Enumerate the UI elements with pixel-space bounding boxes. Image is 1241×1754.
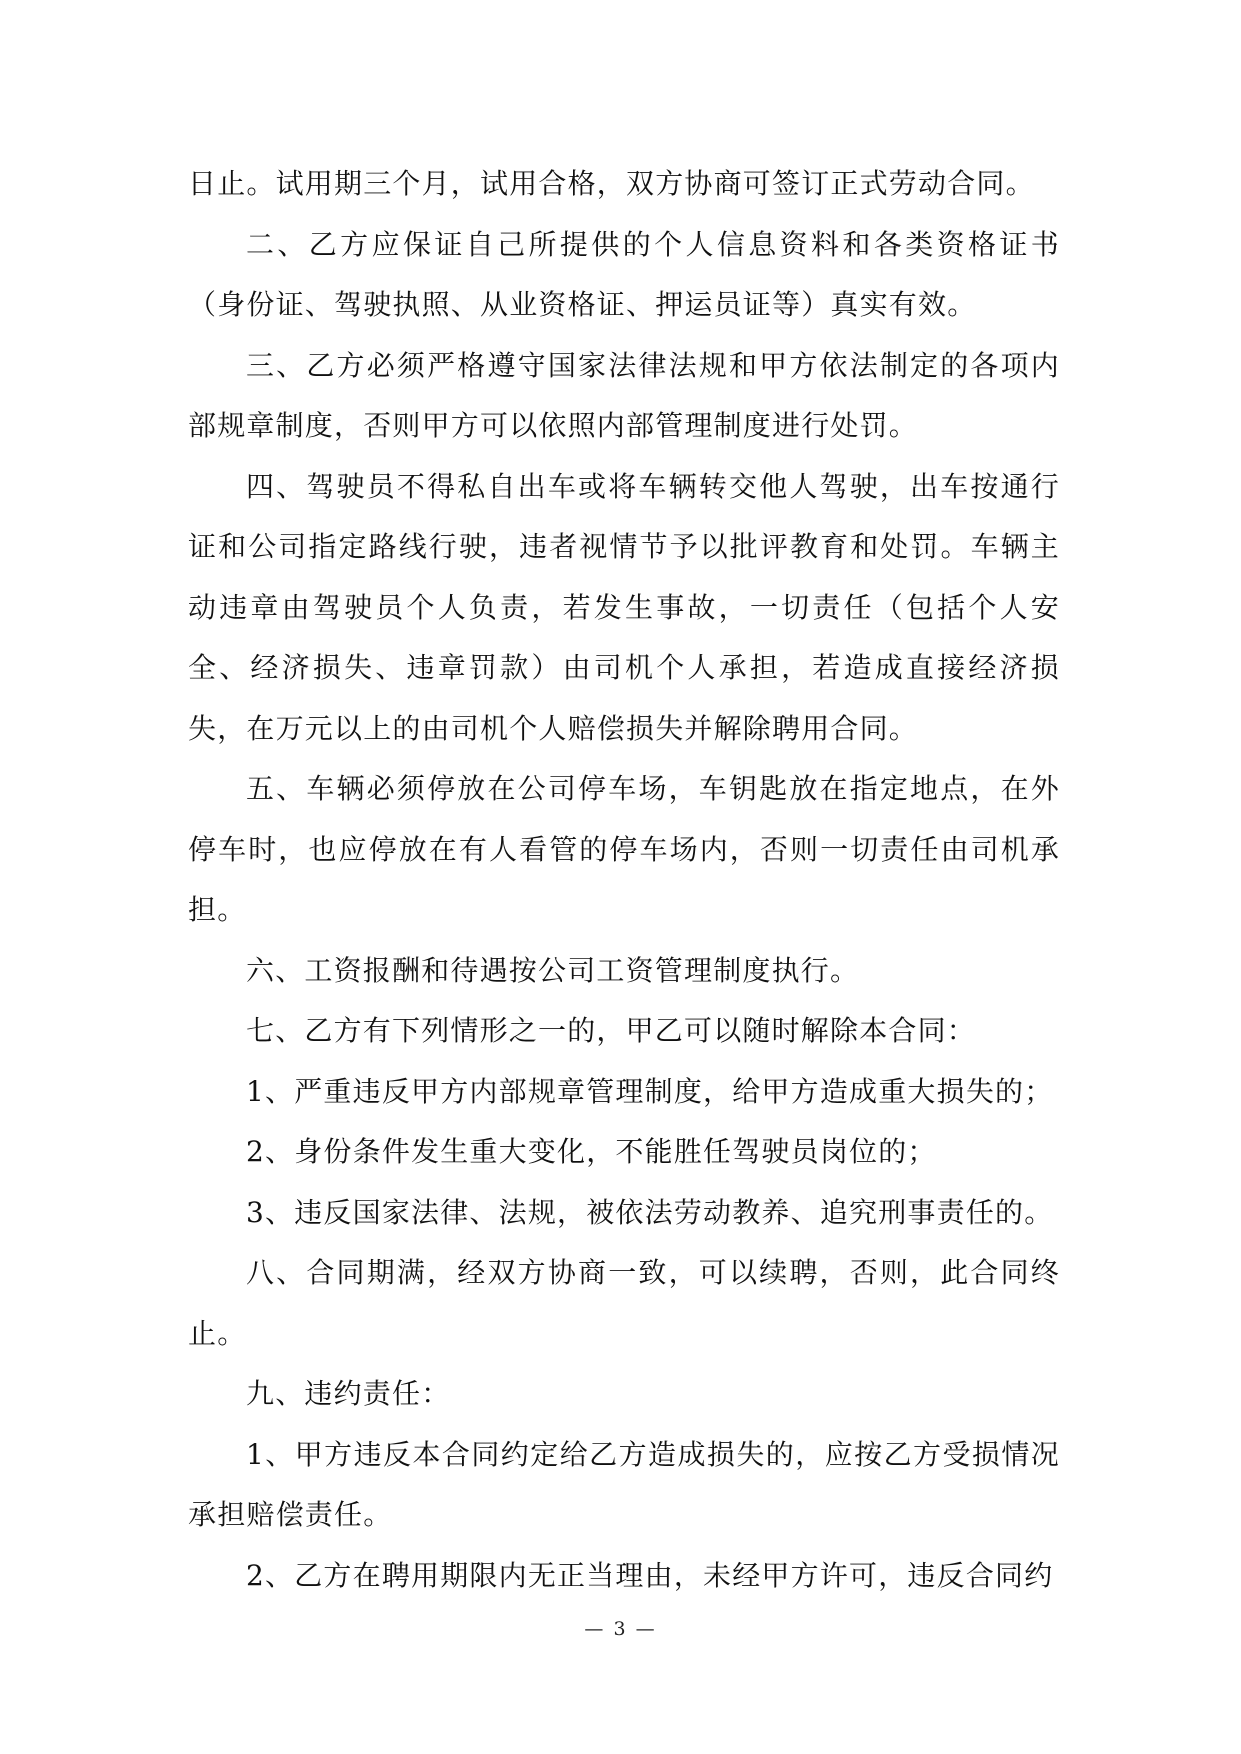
paragraph-clause-7-item-3: 3、违反国家法律、法规，被依法劳动教养、追究刑事责任的。 (246, 1195, 1054, 1229)
page-number: — 3 — (584, 1618, 657, 1640)
paragraph-clause-9-item-1: 1、甲方违反本合同约定给乙方造成损失的，应按乙方受损情况承担赔偿责任。 (188, 1437, 1060, 1531)
paragraph-clause-8: 八、合同期满，经双方协商一致，可以续聘，否则，此合同终止。 (188, 1256, 1060, 1350)
paragraph-clause-7-item-2: 2、身份条件发生重大变化，不能胜任驾驶员岗位的； (246, 1135, 937, 1168)
paragraph-clause-5: 五、车辆必须停放在公司停车场，车钥匙放在指定地点，在外停车时，也应停放在有人看管的停车场内，否则一切责任由司机承担。 (188, 772, 1060, 926)
paragraph-clause-9: 九、违约责任： (246, 1377, 451, 1410)
paragraph-clause-3: 三、乙方必须严格遵守国家法律法规和甲方依法制定的各项内部规章制度，否则甲方可以依照内部管理制度进行处罚。 (188, 348, 1060, 442)
paragraph-clause-4: 四、驾驶员不得私自出车或将车辆转交他人驾驶，出车按通行证和公司指定路线行驶，违者视情节予以批评教育和处罚。车辆主动违章由驾驶员个人负责，若发生事故，一切责任（包括个人安全、经济损失、违章罚款）由司机个人承担，若造成直接经济损失，在万元以上的由司机个人赔偿损失并解除聘用合同。 (188, 469, 1060, 745)
paragraph-clause-9-item-2: 2、乙方在聘用期限内无正当理由，未经甲方许可，违反合同约 (246, 1558, 1054, 1592)
paragraph-probation-end: 日止。试用期三个月，试用合格，双方协商可签订正式劳动合同。 (188, 167, 1035, 200)
paragraph-clause-7: 七、乙方有下列情形之一的，甲乙可以随时解除本合同： (246, 1014, 977, 1047)
document-body (188, 154, 1060, 1606)
paragraph-clause-6: 六、工资报酬和待遇按公司工资管理制度执行。 (246, 953, 860, 987)
paragraph-clause-2: 二、乙方应保证自己所提供的个人信息资料和各类资格证书（身份证、驾驶执照、从业资格证、押运员证等）真实有效。 (188, 227, 1060, 321)
paragraph-clause-7-item-1: 1、严重违反甲方内部规章管理制度，给甲方造成重大损失的； (246, 1074, 1054, 1108)
